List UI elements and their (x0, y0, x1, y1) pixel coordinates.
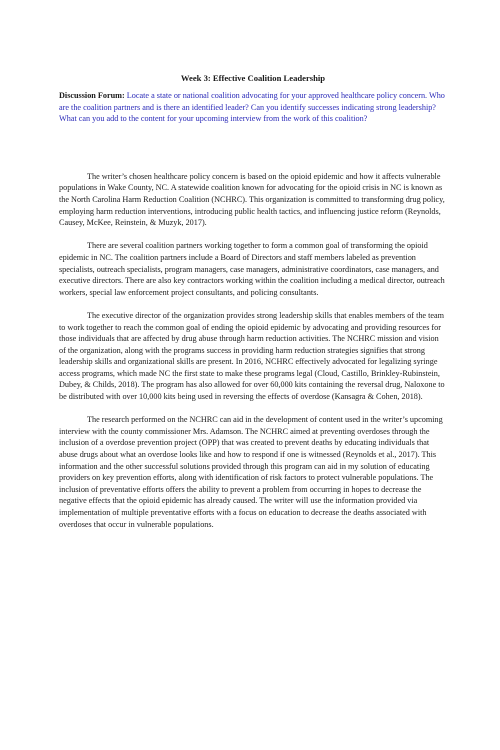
prompt-question: Locate a state or national coalition advocating for your approved healthcare policy concern. Who are the coalition partners and is there an identified leader? Can you identify successes indicating strong leadership? What can you add to the content for your upcoming interview from the work of this coalition? (59, 91, 445, 124)
document-title: Week 3: Effective Coalition Leadership (180, 73, 326, 83)
document-body (59, 171, 447, 530)
discussion-prompt (59, 90, 447, 125)
paragraph-policy-concern: The writer’s chosen healthcare policy concern is based on the opioid epidemic and how it affects vulnerable populations in Wake County, NC. A statewide coalition known for advocating for the opioid crisis in NC is known as the North Carolina Harm Reduction Coalition (NCHRC). This organization is committed to transforming drug policy, employing harm reduction interventions, introducing public health tactics, and influencing justice reform (Reynolds, Causey, McKee, Reinstein, & Muzyk, 2017). (59, 171, 445, 228)
prompt-label: Discussion Forum: (59, 91, 125, 100)
paragraph-interview-content: The research performed on the NCHRC can aid in the development of content used in the writer’s upcoming interview with the county commissioner Mrs. Adamson. The NCHRC aimed at preventing overdoses through the inclusion of a overdose prevention project (OPP) that was created to prevent deaths by educating individuals that abuse drugs about what an overdose looks like and how to respond if one is witnessed (Reynolds et al., 2017). This information and the other successful solutions provided through this program can aid in my solution of educating providers on key prevention efforts, along with identification of risk factors to protect vulnerable populations. The inclusion of preventative efforts offers the ability to prevent a problem from occurring in hopes to decrease the negative effects that the opioid epidemic has already caused. The writer will use the information provided via implementation of multiple preventative efforts with a focus on education to decrease the deaths associated with overdoses that occur in vulnerable populations. (59, 415, 443, 529)
document-page (59, 72, 447, 530)
paragraph-coalition-partners: There are several coalition partners working together to form a common goal of transforming the opioid epidemic in NC. The coalition partners include a Board of Directors and staff members labeled as prevention specialists, outreach specialists, program managers, case managers, administrative coordinators, case managers, and executive directors. There are also key contractors working within the coalition including a medical director, outreach workers, special law enforcement project consultants, and policing consultants. (59, 241, 445, 297)
paragraph-leadership: The executive director of the organization provides strong leadership skills that enables members of the team to work together to reach the common goal of ending the opioid epidemic by advocating and providing resources for those individuals that are affected by drug abuse through harm reduction activities. The NCHRC mission and vision of the organization, along with the programs success in providing harm reduction strategies signifies that strong leadership skills and organizational skills are present. In 2016, NCHRC effectively advocated for legalizing syringe access programs, which made NC the first state to make these programs legal (Cloud, Castillo, Brinkley-Rubinstein, Dubey, & Childs, 2018). The program has also allowed for over 60,000 kits containing the reversal drug, Naloxone to be distributed with over 10,000 kits being used in reversing the effects of overdose (Kansagra & Cohen, 2018). (59, 310, 445, 402)
